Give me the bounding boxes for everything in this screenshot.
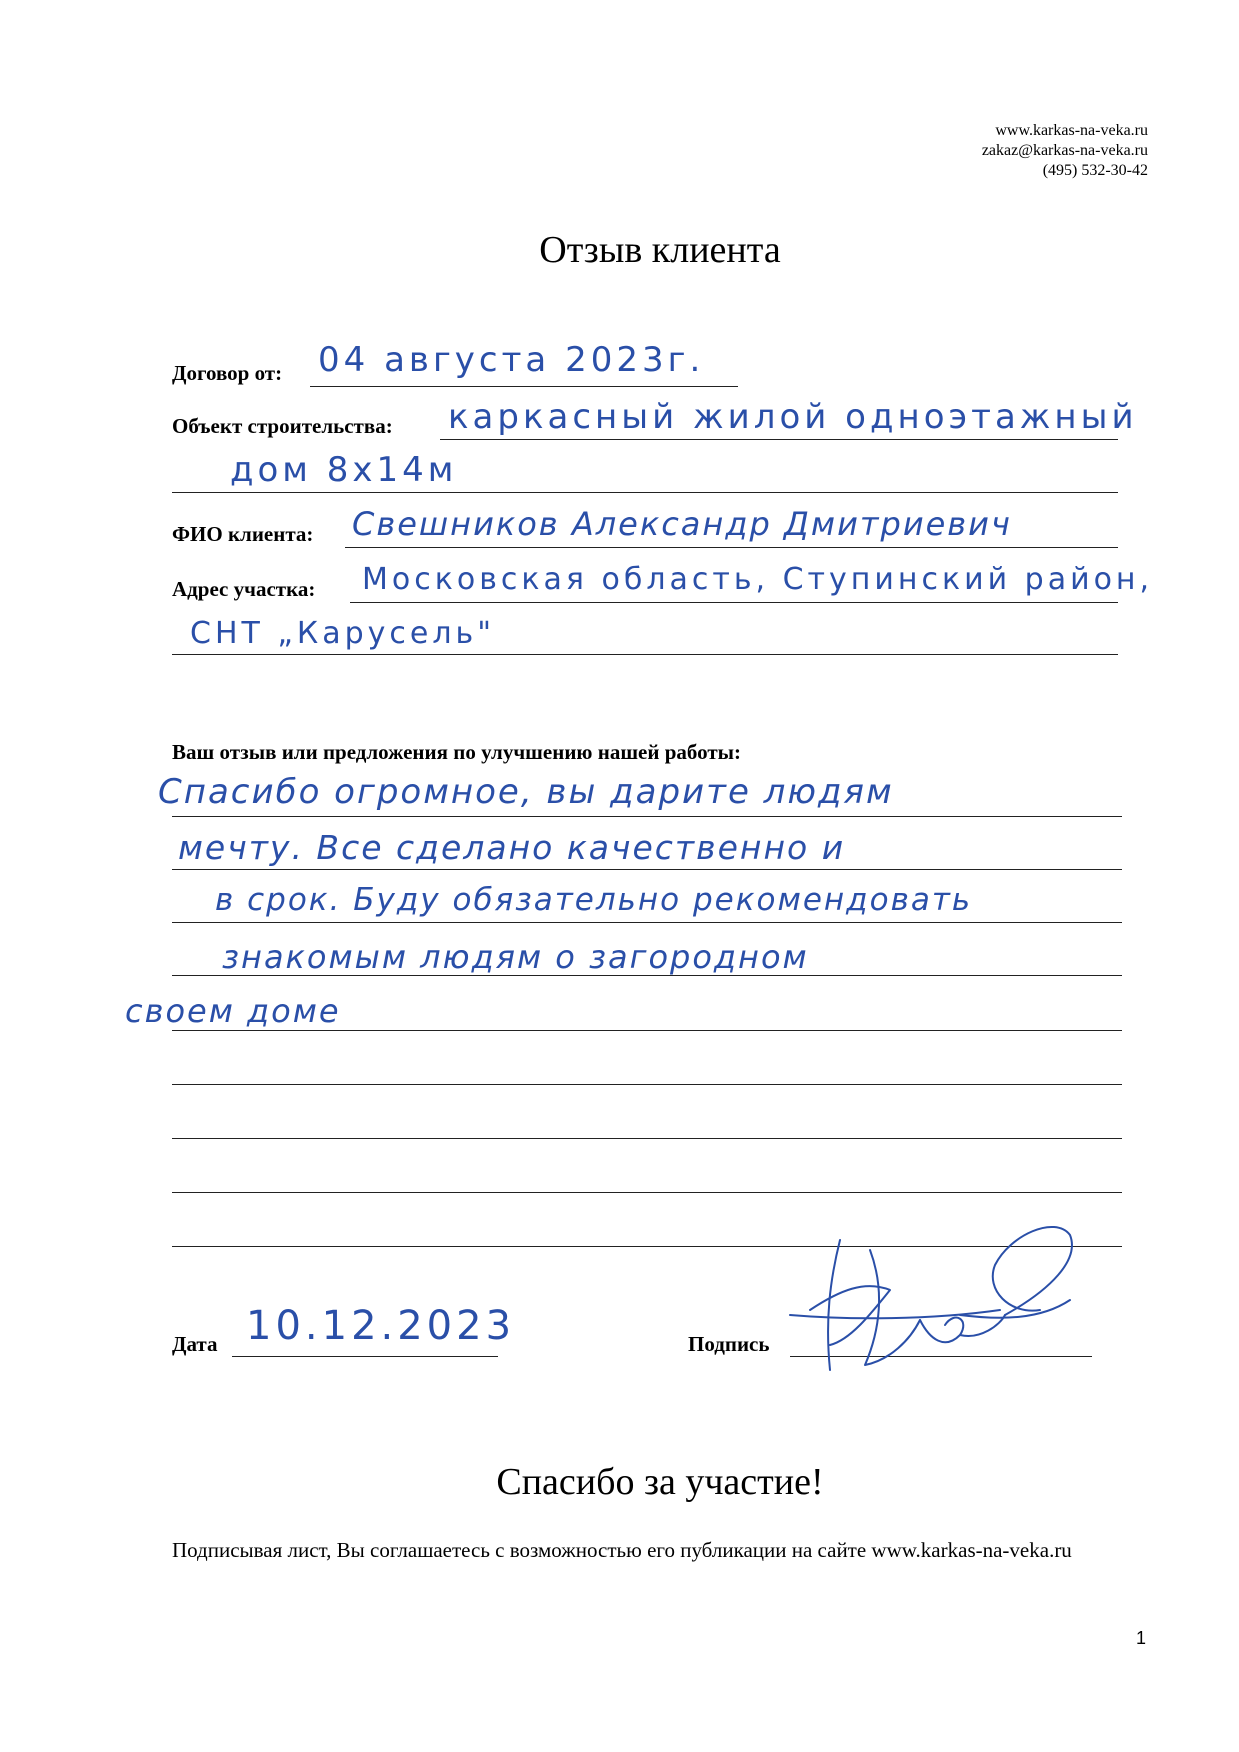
feedback-line bbox=[172, 869, 1122, 870]
date-line bbox=[232, 1356, 498, 1357]
phone: (495) 532-30-42 bbox=[1042, 162, 1148, 179]
object-line-1 bbox=[440, 439, 1118, 440]
site-url: www.karkas-na-veka.ru bbox=[995, 122, 1148, 139]
address-line-2 bbox=[172, 654, 1118, 655]
feedback-text-line: знакомым людям о загородном bbox=[222, 938, 809, 976]
contract-line bbox=[310, 386, 738, 387]
date-value: 10.12.2023 bbox=[246, 1303, 516, 1349]
feedback-line bbox=[172, 1084, 1122, 1085]
feedback-line bbox=[172, 922, 1122, 923]
feedback-line bbox=[172, 1192, 1122, 1193]
feedback-label: Ваш отзыв или предложения по улучшению нашей работы: bbox=[172, 740, 742, 764]
client-value: Свешников Александр Дмитриевич bbox=[352, 505, 1012, 543]
email: zakaz@karkas-na-veka.ru bbox=[981, 142, 1148, 159]
client-line bbox=[345, 547, 1118, 548]
contract-value: 04 августа 2023г. bbox=[318, 340, 705, 380]
client-label: ФИО клиента: bbox=[172, 522, 314, 546]
page-number: 1 bbox=[1135, 1628, 1146, 1648]
object-line-2 bbox=[172, 492, 1118, 493]
thanks-heading: Спасибо за участие! bbox=[496, 1461, 824, 1503]
object-label: Объект строительства: bbox=[172, 414, 393, 438]
signature-label: Подпись bbox=[688, 1332, 770, 1356]
address-value-2: СНТ „Карусель" bbox=[190, 616, 495, 651]
handwritten-signature bbox=[770, 1220, 1100, 1380]
feedback-line bbox=[172, 816, 1122, 817]
object-value-2: дом 8х14м bbox=[230, 450, 458, 490]
feedback-line bbox=[172, 1030, 1122, 1031]
address-line-1 bbox=[350, 602, 1118, 603]
object-value-1: каркасный жилой одноэтажный bbox=[448, 397, 1138, 437]
feedback-text-line: в срок. Буду обязательно рекомендовать bbox=[215, 882, 973, 918]
feedback-text-line: мечту. Все сделано качественно и bbox=[178, 828, 846, 867]
date-label: Дата bbox=[172, 1332, 218, 1356]
contact-block bbox=[982, 121, 1148, 181]
publication-consent-note: Подписывая лист, Вы соглашаетесь с возможностью его публикации на сайте www.karkas-na-veka.ru bbox=[172, 1538, 1072, 1562]
contract-label: Договор от: bbox=[172, 361, 283, 385]
feedback-text-line: своем доме bbox=[125, 992, 341, 1030]
address-label: Адрес участка: bbox=[172, 577, 316, 601]
feedback-line bbox=[172, 1138, 1122, 1139]
feedback-text-line: Спасибо огромное, вы дарите людям bbox=[158, 772, 894, 812]
page-title: Отзыв клиента bbox=[539, 229, 781, 271]
address-value-1: Московская область, Ступинский район, bbox=[362, 562, 1154, 597]
